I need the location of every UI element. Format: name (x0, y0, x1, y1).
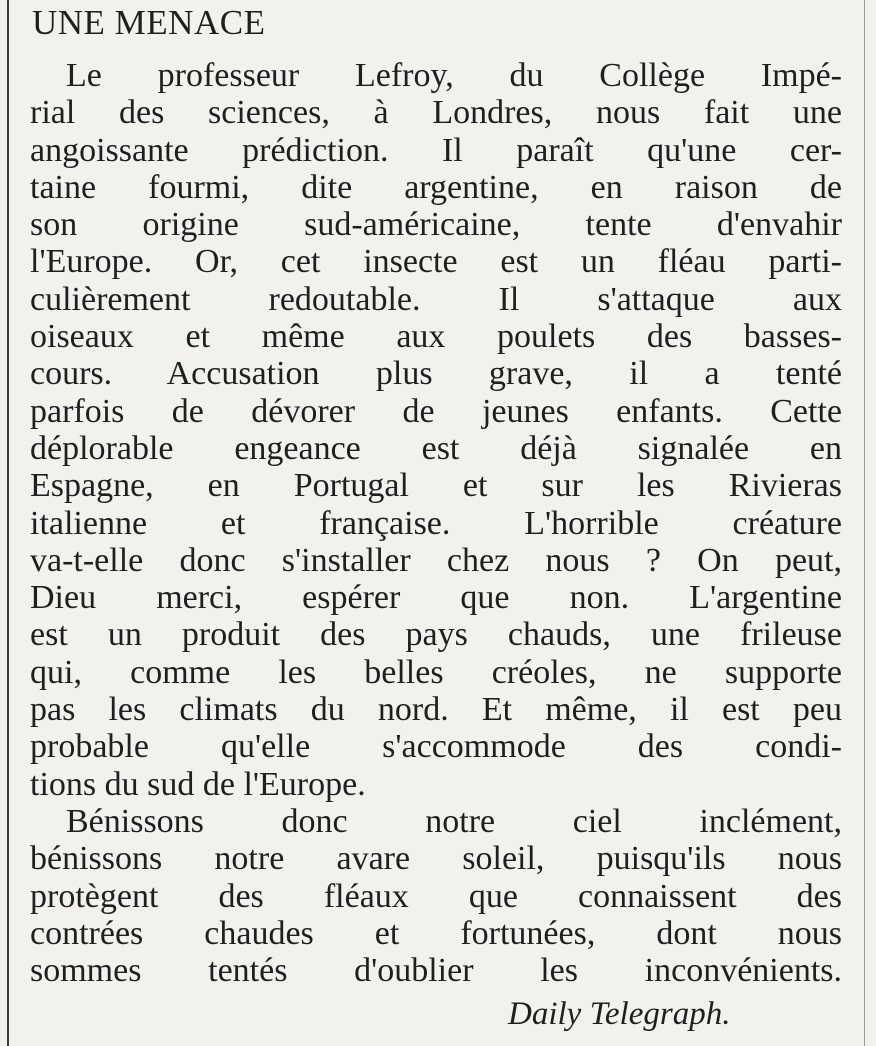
text-line: culièrement redoutable. Il s'attaque aux (30, 280, 842, 318)
text-line: l'Europe. Or, cet insecte est un fléau parti- (30, 243, 842, 281)
text-line: bénissons notre avare soleil, puisqu'ils nous (30, 840, 842, 878)
text-line: qui, comme les belles créoles, ne supporte (30, 653, 842, 691)
text-line: Espagne, en Portugal et sur les Rivieras (30, 467, 842, 505)
text-line: angoissante prédiction. Il paraît qu'une cer- (30, 131, 842, 169)
text-line: cours. Accusation plus grave, il a tenté (30, 355, 842, 393)
paragraph-2 (30, 803, 842, 989)
source-signature: Daily Telegraph. (508, 996, 731, 1032)
column-rule-left (7, 0, 9, 1046)
text-line: protègent des fléaux que connaissent des (30, 877, 842, 915)
text-line: pas les climats du nord. Et même, il est peu (30, 691, 842, 729)
text-line: est un produit des pays chauds, une frileuse (30, 616, 842, 654)
text-line: tions du sud de l'Europe. (30, 765, 366, 803)
text-line: sommes tentés d'oublier les inconvénients. (30, 952, 842, 990)
text-line: Le professeur Lefroy, du Collège Impé- (66, 57, 842, 94)
text-line: va-t-elle donc s'installer chez nous ? On peut, (30, 541, 842, 579)
article-headline: UNE MENACE (32, 3, 266, 42)
column-rule-right (864, 0, 865, 1046)
text-line: Dieu merci, espérer que non. L'argentine (30, 579, 842, 617)
text-line: oiseaux et même aux poulets des basses- (30, 318, 842, 356)
text-line: déplorable engeance est déjà signalée en (30, 429, 842, 467)
text-line: probable qu'elle s'accommode des condi- (30, 728, 842, 766)
text-line: rial des sciences, à Londres, nous fait une (30, 94, 842, 132)
paragraph-1 (30, 57, 842, 803)
text-line: parfois de dévorer de jeunes enfants. Cette (30, 392, 842, 430)
text-line: italienne et française. L'horrible créature (30, 504, 842, 542)
text-line: son origine sud-américaine, tente d'envahir (30, 206, 842, 244)
text-line: contrées chaudes et fortunées, dont nous (30, 914, 842, 952)
text-line: taine fourmi, dite argentine, en raison de (30, 168, 842, 206)
text-line: Bénissons donc notre ciel inclément, (66, 803, 842, 840)
